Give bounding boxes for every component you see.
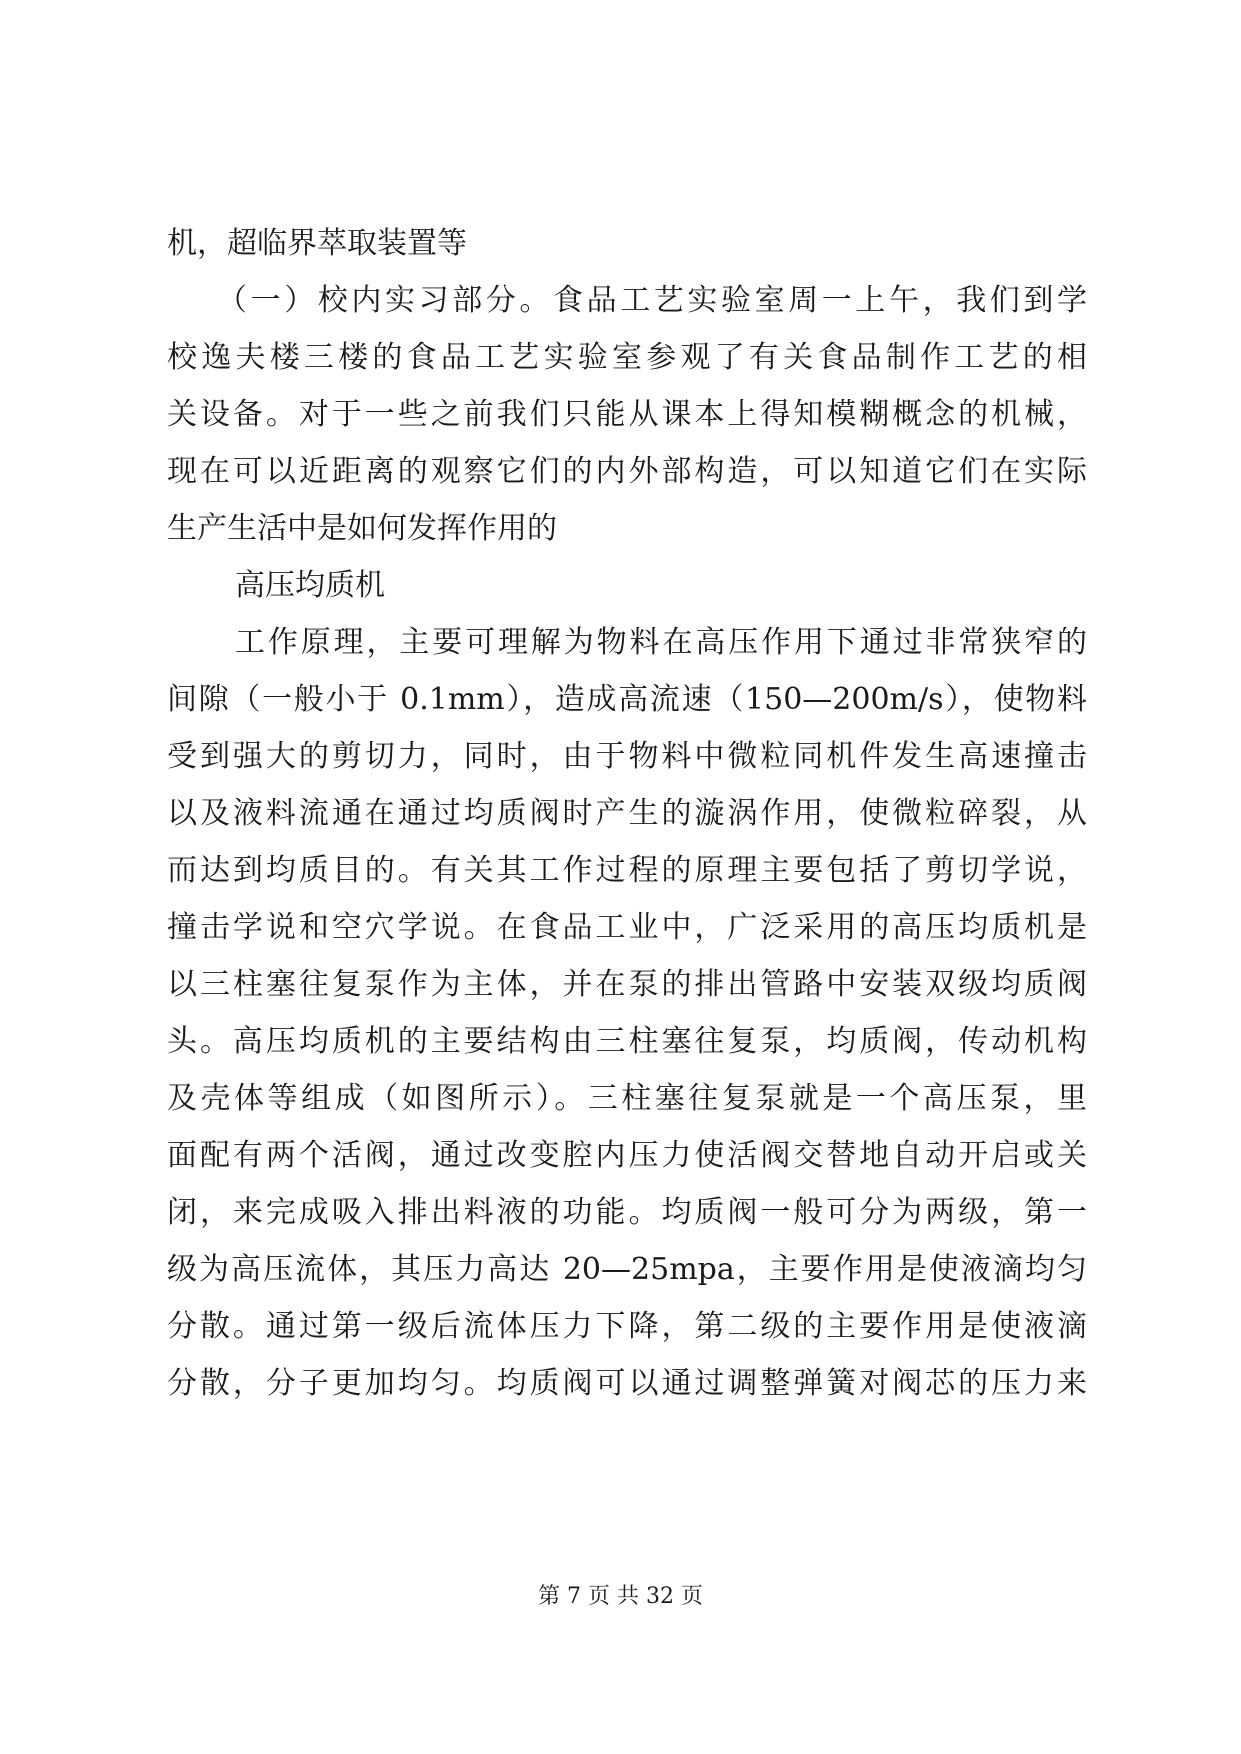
paragraph-1-line-5: 生产生活中是如何发挥作用的 <box>167 511 557 546</box>
paragraph-1-line-3: 关设备。对于一些之前我们只能从课本上得知模糊概念的机械， <box>167 397 1087 432</box>
paragraph-1-line-1: （一）校内实习部分。食品工艺实验室周一上午，我们到学 <box>217 283 1087 318</box>
paragraph-2-line-8: 头。高压均质机的主要结构由三柱塞往复泵，均质阀，传动机构 <box>167 1024 1087 1059</box>
paragraph-2-line-7: 以三柱塞往复泵作为主体，并在泵的排出管路中安装双级均质阀 <box>167 967 1087 1002</box>
paragraph-2-line-5: 而达到均质目的。有关其工作过程的原理主要包括了剪切学说， <box>167 853 1087 888</box>
paragraph-2-line-6: 撞击学说和空穴学说。在食品工业中，广泛采用的高压均质机是 <box>167 910 1087 945</box>
page-number-footer: 第 7 页 共 32 页 <box>538 1584 703 1609</box>
paragraph-2-line-9: 及壳体等组成（如图所示）。三柱塞往复泵就是一个高压泵，里 <box>167 1081 1087 1116</box>
paragraph-2-line-13: 分散。通过第一级后流体压力下降，第二级的主要作用是使液滴 <box>167 1309 1087 1344</box>
paragraph-2-line-2: 间隙（一般小于 0.1mm），造成高流速（150—200m/s），使物料 <box>167 682 1087 717</box>
paragraph-2-line-12: 级为高压流体，其压力高达 20—25mpa，主要作用是使液滴均匀 <box>167 1252 1087 1287</box>
paragraph-2-line-10: 面配有两个活阀，通过改变腔内压力使活阀交替地自动开启或关 <box>167 1138 1087 1173</box>
paragraph-2-line-4: 以及液料流通在通过均质阀时产生的漩涡作用，使微粒碎裂，从 <box>167 796 1087 831</box>
section-heading: 高压均质机 <box>235 568 385 603</box>
text-line-1: 机，超临界萃取装置等 <box>167 226 467 261</box>
paragraph-1-line-2: 校逸夫楼三楼的食品工艺实验室参观了有关食品制作工艺的相 <box>167 340 1087 375</box>
paragraph-2-line-14: 分散，分子更加均匀。均质阀可以通过调整弹簧对阀芯的压力来 <box>167 1366 1087 1401</box>
paragraph-2-line-1: 工作原理，主要可理解为物料在高压作用下通过非常狭窄的 <box>235 625 1087 660</box>
paragraph-2-line-3: 受到强大的剪切力，同时，由于物料中微粒同机件发生高速撞击 <box>167 739 1087 774</box>
paragraph-1-line-4: 现在可以近距离的观察它们的内外部构造，可以知道它们在实际 <box>167 454 1087 489</box>
paragraph-2-line-11: 闭，来完成吸入排出料液的功能。均质阀一般可分为两级，第一 <box>167 1195 1087 1230</box>
